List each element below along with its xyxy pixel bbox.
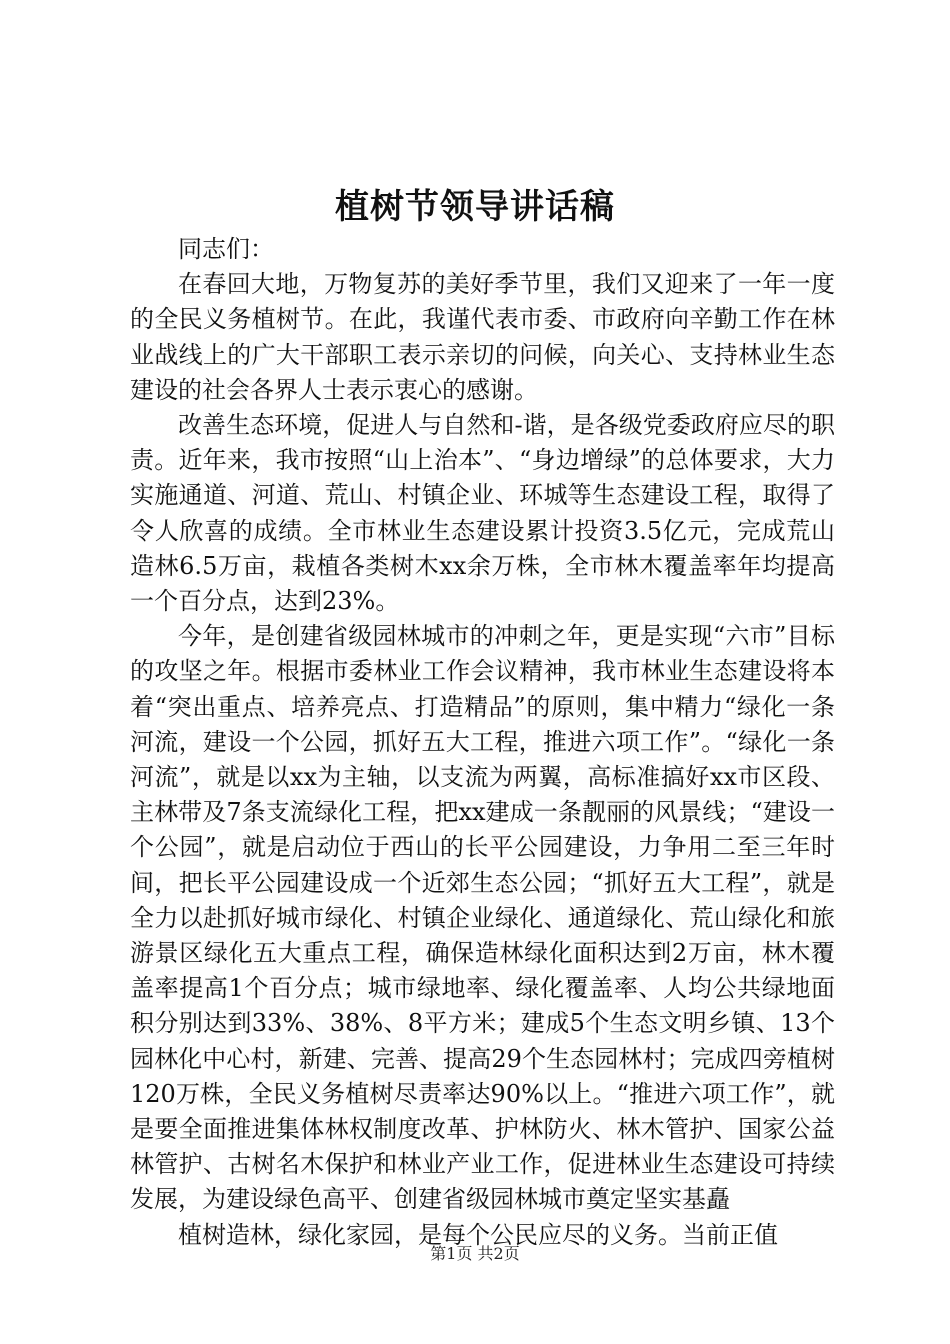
body-paragraph: 今年，是创建省级园林城市的冲刺之年，更是实现“六市”目标的攻坚之年。根据市委林业工作会议精神，我市林业生态建设将本着“突出重点、培养亮点、打造精品”的原则，集中精力“绿化一条河流，建设一个公园，抓好五大工程，推进六项工作”。“绿化一条河流”，就是以xx为主轴，以支流为两翼，高标准搞好xx市区段、主林带及7条支流绿化工程，把xx建成一条靓丽的风景线；“建设一个公园”，就是启动位于西山的长平公园建设，力争用二至三年时间，把长平公园建设成一个近郊生态公园；“抓好五大工程”，就是全力以赴抓好城市绿化、村镇企业绿化、通道绿化、荒山绿化和旅游景区绿化五大重点工程，确保造林绿化面积达到2万亩，林木覆盖率提高1个百分点；城市绿地率、绿化覆盖率、人均公共绿地面积分别达到33%、38%、8平方米；建成5个生态文明乡镇、13个园林化中心村，新建、完善、提高29个生态园林村；完成四旁植树120万株，全民义务植树尽责率达90%以上。“推进六项工作”，就是要全面推进集体林权制度改革、护林防火、林木管护、国家公益林管护、古树名木保护和林业产业工作，促进林业生态建设可持续发展，为建设绿色高平、创建省级园林城市奠定坚实基矗 bbox=[130, 622, 835, 1214]
document-title: 植树节领导讲话稿 bbox=[335, 187, 615, 227]
page-footer: 第1页 共2页 bbox=[430, 1244, 520, 1263]
document-body bbox=[130, 232, 835, 1253]
body-paragraph: 在春回大地，万物复苏的美好季节里，我们又迎来了一年一度的全民义务植树节。在此，我谨代表市委、市政府向辛勤工作在林业战线上的广大干部职工表示亲切的问候，向关心、支持林业生态建设的社会各界人士表示衷心的感谢。 bbox=[130, 270, 835, 404]
body-paragraph: 改善生态环境，促进人与自然和-谐，是各级党委政府应尽的职责。近年来，我市按照“山上治本”、“身边增绿”的总体要求，大力实施通道、河道、荒山、村镇企业、环城等生态建设工程，取得了令人欣喜的成绩。全市林业生态建设累计投资3.5亿元，完成荒山造林6.5万亩，栽植各类树木xx余万株，全市林木覆盖率年均提高一个百分点，达到23%。 bbox=[130, 411, 835, 616]
salutation-paragraph: 同志们： bbox=[178, 235, 274, 263]
body-paragraph: 植树造林，绿化家园，是每个公民应尽的义务。当前正值 bbox=[178, 1220, 778, 1249]
